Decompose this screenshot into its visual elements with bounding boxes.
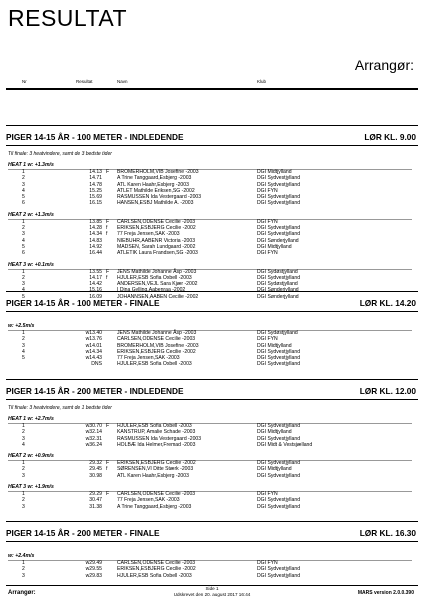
athlete-name: JENS Mathilde Johanne Åsp -2003	[117, 268, 197, 275]
result-row	[0, 250, 424, 256]
club-name: DGI Sydvestjylland	[257, 231, 301, 238]
event-title: PIGER 14-15 ÅR - 200 METER - FINALE	[6, 528, 160, 538]
place: 5	[22, 355, 25, 362]
result-row	[0, 361, 424, 367]
place: 2	[22, 225, 25, 232]
athlete-name: A Trine Tanggaard,Esbjerg -2003	[117, 503, 192, 510]
event-note: Til finale: 3 heatvindere, samt de 1 bedste tider	[8, 405, 112, 411]
athlete-name: ERIKSEN,ESBJERG Cecilie -2002	[117, 460, 196, 467]
qualification-flag: F	[106, 218, 110, 225]
column-header	[0, 79, 424, 88]
club-name: DGI FYN	[257, 218, 278, 225]
column-club: Klub	[257, 79, 267, 84]
heat-label-text: HEAT 3 w: +1.9m/s	[8, 484, 54, 491]
place: 4	[22, 348, 25, 355]
heat-label-text: HEAT 2 w: +1.3m/s	[8, 211, 54, 218]
club-name: DGI Sydvestjylland	[257, 503, 301, 510]
club-name: DGI Sydvestjylland	[257, 497, 301, 504]
athlete-name: SØRENSEN,VI Ditte Stærk -2003	[117, 466, 194, 473]
heat-label	[8, 552, 424, 560]
place: 1	[22, 560, 25, 566]
result-time: 14.92	[89, 243, 102, 250]
club-name: DGI Sydvestjylland	[257, 355, 301, 362]
column-place: Nr	[22, 79, 27, 84]
result-time: 14.71	[89, 175, 102, 182]
qualification-flag: f	[106, 231, 108, 238]
place: 3	[22, 181, 25, 188]
place: 2	[22, 274, 25, 281]
club-name: DGI Sydvestjylland	[257, 361, 301, 368]
place: 1	[22, 218, 25, 225]
place: 1	[22, 330, 25, 336]
result-time: 14.17	[89, 274, 102, 281]
club-name: DGI Sydvestjylland	[257, 566, 301, 573]
organizer-label: Arrangør:	[354, 57, 414, 73]
heat-label-text: HEAT 1 w: +1.3m/s	[8, 162, 54, 168]
athlete-name: ATL Karen Haahr,Esbjerg -2003	[117, 181, 189, 188]
event-time: LØR KL. 16.30	[359, 528, 416, 538]
club-name: DGI FYN	[257, 187, 278, 194]
club-name: DGI Sydøstjylland	[257, 281, 298, 288]
heat-label	[8, 161, 424, 169]
club-name: DGI Sydøstjylland	[257, 268, 298, 275]
athlete-name: ATLET Mathilde Eriksen,SG -2002	[117, 187, 195, 194]
page-title: RESULTAT	[8, 5, 128, 31]
event-header	[0, 378, 424, 402]
event-header	[0, 290, 424, 314]
place: 4	[22, 187, 25, 194]
header-rule	[6, 88, 418, 90]
place: 1	[22, 491, 25, 498]
athlete-name: ATLETIK Laura Frandsen,SG -2003	[117, 250, 198, 257]
result-row	[0, 442, 424, 448]
result-time: 30.47	[89, 497, 102, 504]
place: 2	[22, 566, 25, 573]
club-name: DGI Midtjylland	[257, 169, 292, 175]
club-name: DGI Sydvestjylland	[257, 435, 301, 442]
result-time: 15.25	[89, 187, 102, 194]
club-name: DGI FYN	[257, 560, 278, 566]
result-time: w29.49	[85, 560, 102, 566]
event-time: LØR KL. 9.00	[364, 132, 416, 142]
club-name: DGI FYN	[257, 250, 278, 257]
athlete-name: HOLBÆ Ida Helmer,Fremad -2003	[117, 441, 196, 448]
event-time: LØR KL. 12.00	[359, 386, 416, 396]
heat-label	[8, 211, 424, 219]
athlete-name: 77 Freja Jensen,SAK -2003	[117, 497, 180, 504]
place: 3	[22, 231, 25, 238]
place: 3	[22, 572, 25, 579]
club-name: DGI Sønderjylland	[257, 237, 299, 244]
club-name: DGI Sydvestjylland	[257, 472, 301, 479]
qualification-flag: f	[106, 225, 108, 232]
place: 2	[22, 466, 25, 473]
result-time: 31.38	[89, 503, 102, 510]
result-time: 14.78	[89, 181, 102, 188]
result-time: 16.15	[89, 200, 102, 207]
athlete-name: BROMERHOLM,VIB Josefine -2003	[117, 169, 199, 175]
athlete-name: HJULER,ESB Sofia Oxbell -2003	[117, 274, 192, 281]
place: 6	[22, 250, 25, 257]
event-rule-bottom	[6, 145, 418, 146]
athlete-name: CARLSEN,ODENSE Cecilie -2003	[117, 560, 196, 566]
athlete-name: 77 Freja Jensen,SAK -2003	[117, 355, 180, 362]
club-name: DGI Sydvestjylland	[257, 572, 301, 579]
athlete-name: ERIKSEN,ESBJERG Cecilie -2002	[117, 225, 196, 232]
club-name: DGI Midtjylland	[257, 429, 292, 436]
qualification-flag: F	[106, 491, 110, 498]
result-time: 15.16	[89, 287, 102, 294]
result-time: 14.13	[89, 169, 102, 175]
place: 2	[22, 429, 25, 436]
event-header	[0, 124, 424, 148]
result-time: 16.44	[89, 250, 102, 257]
event-rule-top	[6, 379, 418, 380]
result-time: DNS	[91, 361, 102, 368]
result-time: 16.09	[89, 293, 102, 300]
athlete-name: HJULER,ESB Sofia Oxbell -2003	[117, 423, 192, 429]
footer-page: Side 1	[205, 586, 219, 591]
place: 2	[22, 175, 25, 182]
result-time: 13.55	[89, 268, 102, 275]
athlete-name: I Dina Gylling,Aabenraa -2002	[117, 287, 186, 294]
result-time: w30.70	[85, 423, 102, 429]
club-name: DGI Sydvestjylland	[257, 200, 301, 207]
event-header	[0, 520, 424, 544]
result-time: 14.28	[89, 225, 102, 232]
athlete-name: CARLSEN,ODENSE Cecilie -2003	[117, 491, 196, 498]
athlete-name: NIEBUHR,AABENR Victoria -2003	[117, 237, 196, 244]
event-section	[0, 124, 424, 304]
place: 5	[22, 243, 25, 250]
event-rule-top	[6, 125, 418, 126]
heat-label	[8, 415, 424, 423]
athlete-name: MADSEN, Sarah Lundgaard -2002	[117, 243, 196, 250]
place: 3	[22, 342, 25, 349]
qualification-flag: F	[106, 169, 110, 175]
result-time: w14.01	[85, 342, 102, 349]
club-name: DGI Sydvestjylland	[257, 175, 301, 182]
event-rule-bottom	[6, 399, 418, 400]
place: 5	[22, 293, 25, 300]
heat-label-text: w: +2.5m/s	[8, 323, 35, 329]
qualification-flag: F	[106, 460, 110, 467]
athlete-name: CARLSEN,ODENSE Cecilie -2003	[117, 336, 196, 343]
club-name: DGI Midtjylland	[257, 243, 292, 250]
athlete-name: HANSEN,ESBJ Mathilde A. -2003	[117, 200, 194, 207]
heat-label	[8, 452, 424, 460]
place: 1	[22, 423, 25, 429]
event-rule-bottom	[6, 311, 418, 312]
heat-label	[8, 261, 424, 269]
place: 4	[22, 287, 25, 294]
qualification-flag: F	[106, 268, 110, 275]
result-time: w13.76	[85, 336, 102, 343]
result-time: w32.31	[85, 435, 102, 442]
qualification-flag: F	[106, 423, 110, 429]
result-time: 29.32	[89, 460, 102, 467]
club-name: DGI Sydvestjylland	[257, 460, 301, 467]
heat-label	[8, 322, 424, 330]
result-row	[0, 504, 424, 510]
result-time: w29.83	[85, 572, 102, 579]
event-note: Til finale: 3 heatvindere, samt de 3 bedste tider	[8, 151, 112, 157]
column-name: Navn	[117, 79, 128, 84]
footer-printed: Udskrevet den 20. august 2017 16:44	[173, 592, 251, 597]
club-name: DGI Sydøstjylland	[257, 330, 298, 336]
heat-label-text: HEAT 2 w: +0.9m/s	[8, 453, 54, 460]
club-name: DGI Sønderjylland	[257, 293, 299, 300]
club-name: DGI Midt & Vestsjælland	[257, 441, 313, 448]
result-time: 30.98	[89, 472, 102, 479]
place: 2	[22, 497, 25, 504]
athlete-name: HJULER,ESB Sofia Oxbell -2003	[117, 361, 192, 368]
result-time: 14.42	[89, 281, 102, 288]
result-time: w13.40	[85, 330, 102, 336]
event-section	[0, 378, 424, 514]
place: 3	[22, 435, 25, 442]
event-section	[0, 520, 424, 583]
athlete-name: HJULER,ESB Sofia Oxbell -2003	[117, 572, 192, 579]
result-time: 14.34	[89, 231, 102, 238]
club-name: DGI Sydvestjylland	[257, 274, 301, 281]
result-time: 14.83	[89, 237, 102, 244]
athlete-name: JOHANNSEN,AABEN Cecilie -2002	[117, 293, 199, 300]
club-name: DGI Midtjylland	[257, 466, 292, 473]
column-result: Resultat	[76, 79, 93, 84]
place: 3	[22, 472, 25, 479]
place: 5	[22, 194, 25, 201]
place: 2	[22, 336, 25, 343]
event-title: PIGER 14-15 ÅR - 100 METER - INDLEDENDE	[6, 132, 184, 142]
club-name: DGI Midtjylland	[257, 342, 292, 349]
event-rule-top	[6, 521, 418, 522]
athlete-name: A Trine Tanggaard,Esbjerg -2003	[117, 175, 192, 182]
result-time: w32.14	[85, 429, 102, 436]
club-name: DGI Sydvestjylland	[257, 225, 301, 232]
result-time: 29.29	[89, 491, 102, 498]
result-row	[0, 473, 424, 479]
club-name: DGI Sønderjylland	[257, 287, 299, 294]
result-time: w36.24	[85, 441, 102, 448]
athlete-name: ERIKSEN,ESBJERG Cecilie -2002	[117, 566, 196, 573]
result-time: 29.45	[89, 466, 102, 473]
club-name: DGI Sydvestjylland	[257, 423, 301, 429]
heat-label-text: HEAT 1 w: +2.7m/s	[8, 416, 54, 422]
athlete-name: CARLSEN,ODENSE Cecilie -2003	[117, 218, 196, 225]
footer-organizer: Arrangør:	[8, 590, 36, 596]
heat-label-text: w: +2.4m/s	[8, 553, 35, 559]
athlete-name: KANSTRUP, Amalie Schade -2003	[117, 429, 196, 436]
result-time: 13.85	[89, 218, 102, 225]
athlete-name: ANDERSEN,VEJL Sara Kjær -2002	[117, 281, 198, 288]
result-row	[0, 573, 424, 579]
place: 6	[22, 200, 25, 207]
athlete-name: JENS Mathilde Johanne Åsp -2003	[117, 330, 197, 336]
footer-version: MARS version 2.0.0.390	[357, 590, 414, 596]
athlete-name: RASMUSSEN Ida Vestergaard -2003	[117, 194, 202, 201]
event-section	[0, 290, 424, 372]
place: 3	[22, 503, 25, 510]
club-name: DGI Sydvestjylland	[257, 348, 301, 355]
athlete-name: ERIKSEN,ESBJERG Cecilie -2002	[117, 348, 196, 355]
event-rule-top	[6, 291, 418, 292]
athlete-name: 77 Freja Jensen,SAK -2003	[117, 231, 180, 238]
result-time: w14.43	[85, 355, 102, 362]
result-row	[0, 200, 424, 206]
place: 1	[22, 460, 25, 467]
club-name: DGI FYN	[257, 336, 278, 343]
event-title: PIGER 14-15 ÅR - 100 METER - FINALE	[6, 298, 160, 308]
place: 4	[22, 237, 25, 244]
event-time: LØR KL. 14.20	[359, 298, 416, 308]
place: 3	[22, 281, 25, 288]
heat-label-text: HEAT 3 w: +0.1m/s	[8, 261, 54, 268]
place: 4	[22, 441, 25, 448]
athlete-name: BROMERHOLM,VIB Josefine -2003	[117, 342, 199, 349]
club-name: DGI FYN	[257, 491, 278, 498]
event-rule-bottom	[6, 541, 418, 542]
athlete-name: RASMUSSEN Ida Vestergaard -2003	[117, 435, 202, 442]
heat-label	[8, 483, 424, 491]
club-name: DGI Sydvestjylland	[257, 194, 301, 201]
result-time: 15.69	[89, 194, 102, 201]
qualification-flag: f	[106, 274, 108, 281]
event-title: PIGER 14-15 ÅR - 200 METER - INDLEDENDE	[6, 386, 184, 396]
place: 1	[22, 268, 25, 275]
result-time: w14.34	[85, 348, 102, 355]
athlete-name: ATL Karen Haahr,Esbjerg -2003	[117, 472, 189, 479]
place: 1	[22, 169, 25, 175]
qualification-flag: f	[106, 466, 108, 473]
result-time: w29.55	[85, 566, 102, 573]
club-name: DGI Sydvestjylland	[257, 181, 301, 188]
